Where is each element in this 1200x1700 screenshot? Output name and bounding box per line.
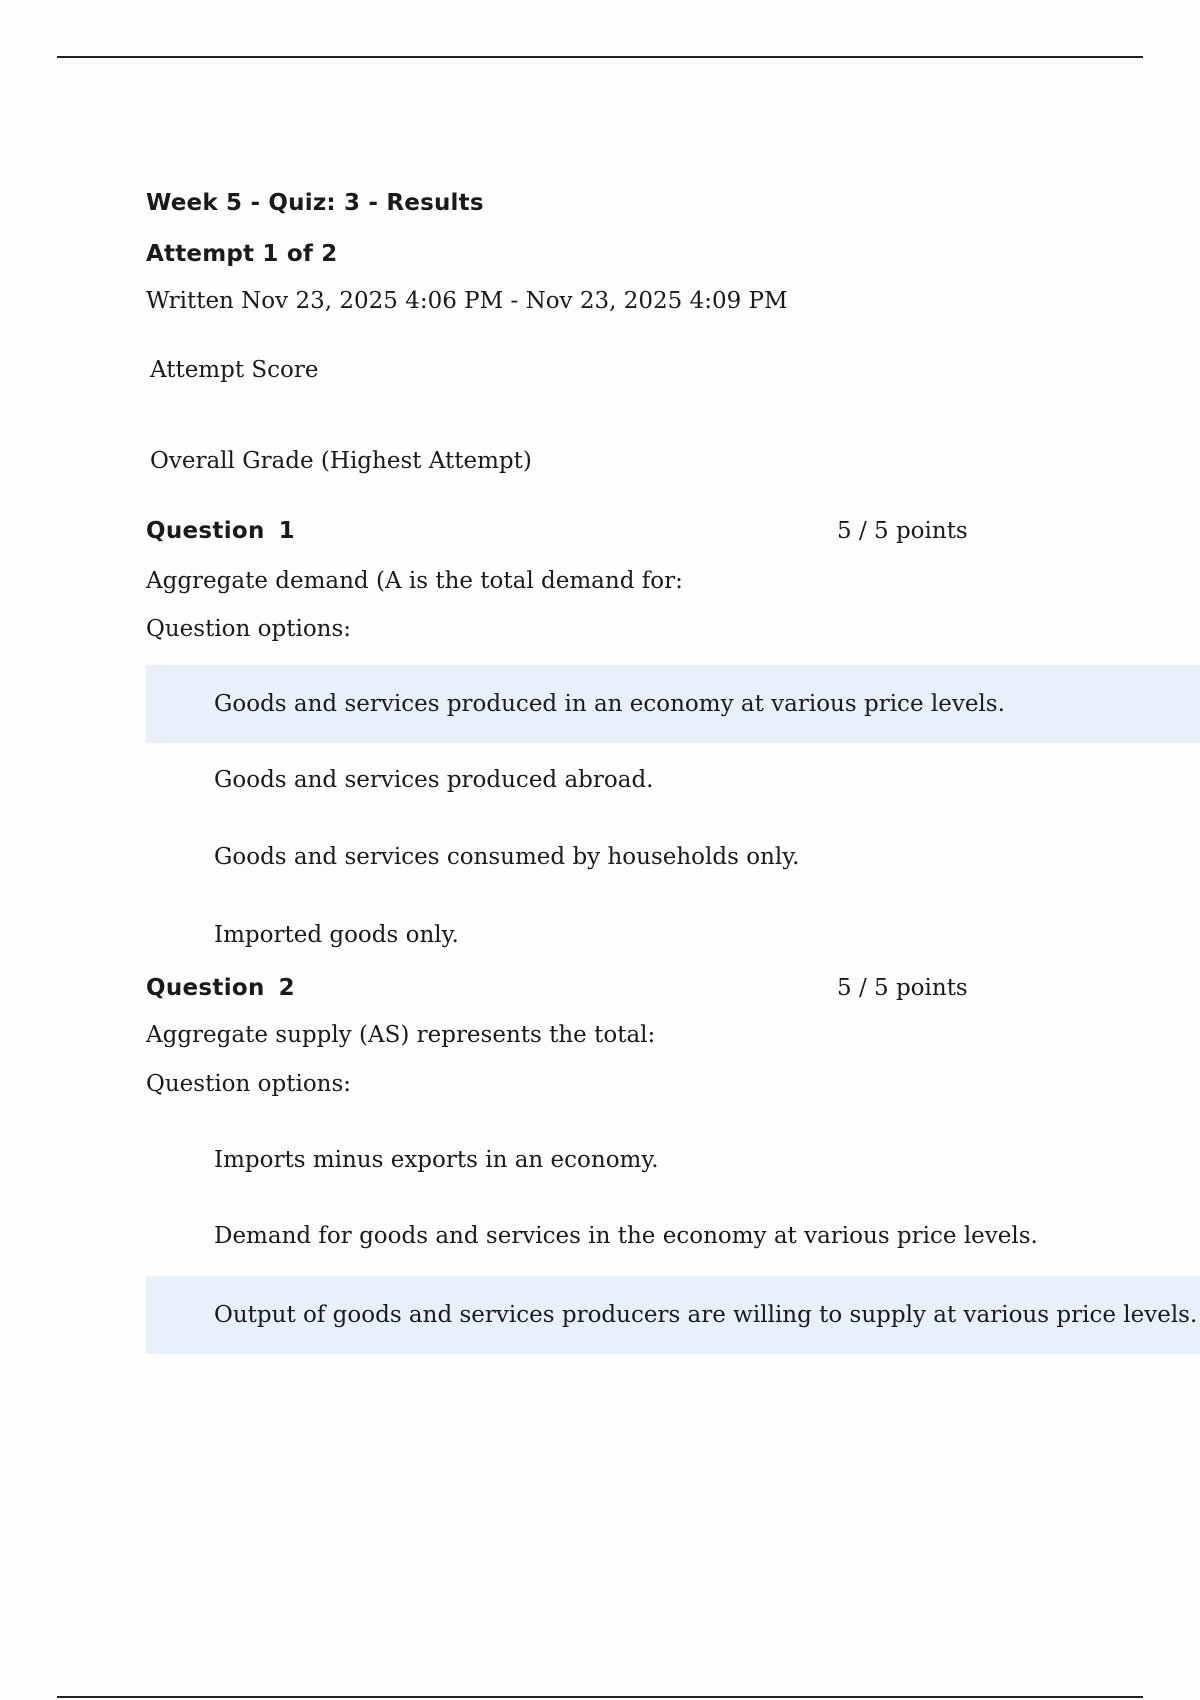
question-label: Question [146,518,265,544]
option-text: Imports minus exports in an economy. [214,1147,659,1173]
question-1-option-2[interactable] [146,741,1200,819]
attempt-label: Attempt 1 of 2 [146,241,338,267]
question-label: Question [146,975,265,1001]
question-2-options-label: Question options: [146,1071,352,1097]
question-2-option-3[interactable] [146,1276,1200,1354]
question-1-points: 5 / 5 points [837,518,968,544]
option-text: Goods and services consumed by households only. [214,844,800,870]
question-1-option-4[interactable] [146,896,1200,974]
option-text: Output of goods and services producers are willing to supply at various price levels. [214,1302,1198,1328]
question-2-option-2[interactable] [146,1197,1200,1275]
question-2-prompt: Aggregate supply (AS) represents the total: [146,1022,656,1048]
question-2-option-1[interactable] [146,1121,1200,1199]
question-1-option-3[interactable] [146,818,1200,896]
top-rule [57,56,1143,58]
question-1-heading [146,518,295,544]
question-number: 2 [278,975,295,1001]
question-1-option-1[interactable] [146,665,1200,743]
question-2-points: 5 / 5 points [837,975,968,1001]
option-text: Demand for goods and services in the economy at various price levels. [214,1223,1038,1249]
question-2-heading [146,975,295,1001]
option-text: Goods and services produced abroad. [214,767,654,793]
question-1-options-label: Question options: [146,616,352,642]
option-text: Goods and services produced in an economy at various price levels. [214,691,1005,717]
attempt-score-label: Attempt Score [150,357,319,383]
overall-grade-label: Overall Grade (Highest Attempt) [150,448,532,474]
written-timestamp: Written Nov 23, 2025 4:06 PM - Nov 23, 2025 4:09 PM [146,288,788,314]
option-text: Imported goods only. [214,922,459,948]
page-title: Week 5 - Quiz: 3 - Results [146,190,484,216]
question-1-prompt: Aggregate demand (A is the total demand for: [146,568,683,594]
bottom-rule [57,1696,1143,1698]
question-number: 1 [278,518,295,544]
